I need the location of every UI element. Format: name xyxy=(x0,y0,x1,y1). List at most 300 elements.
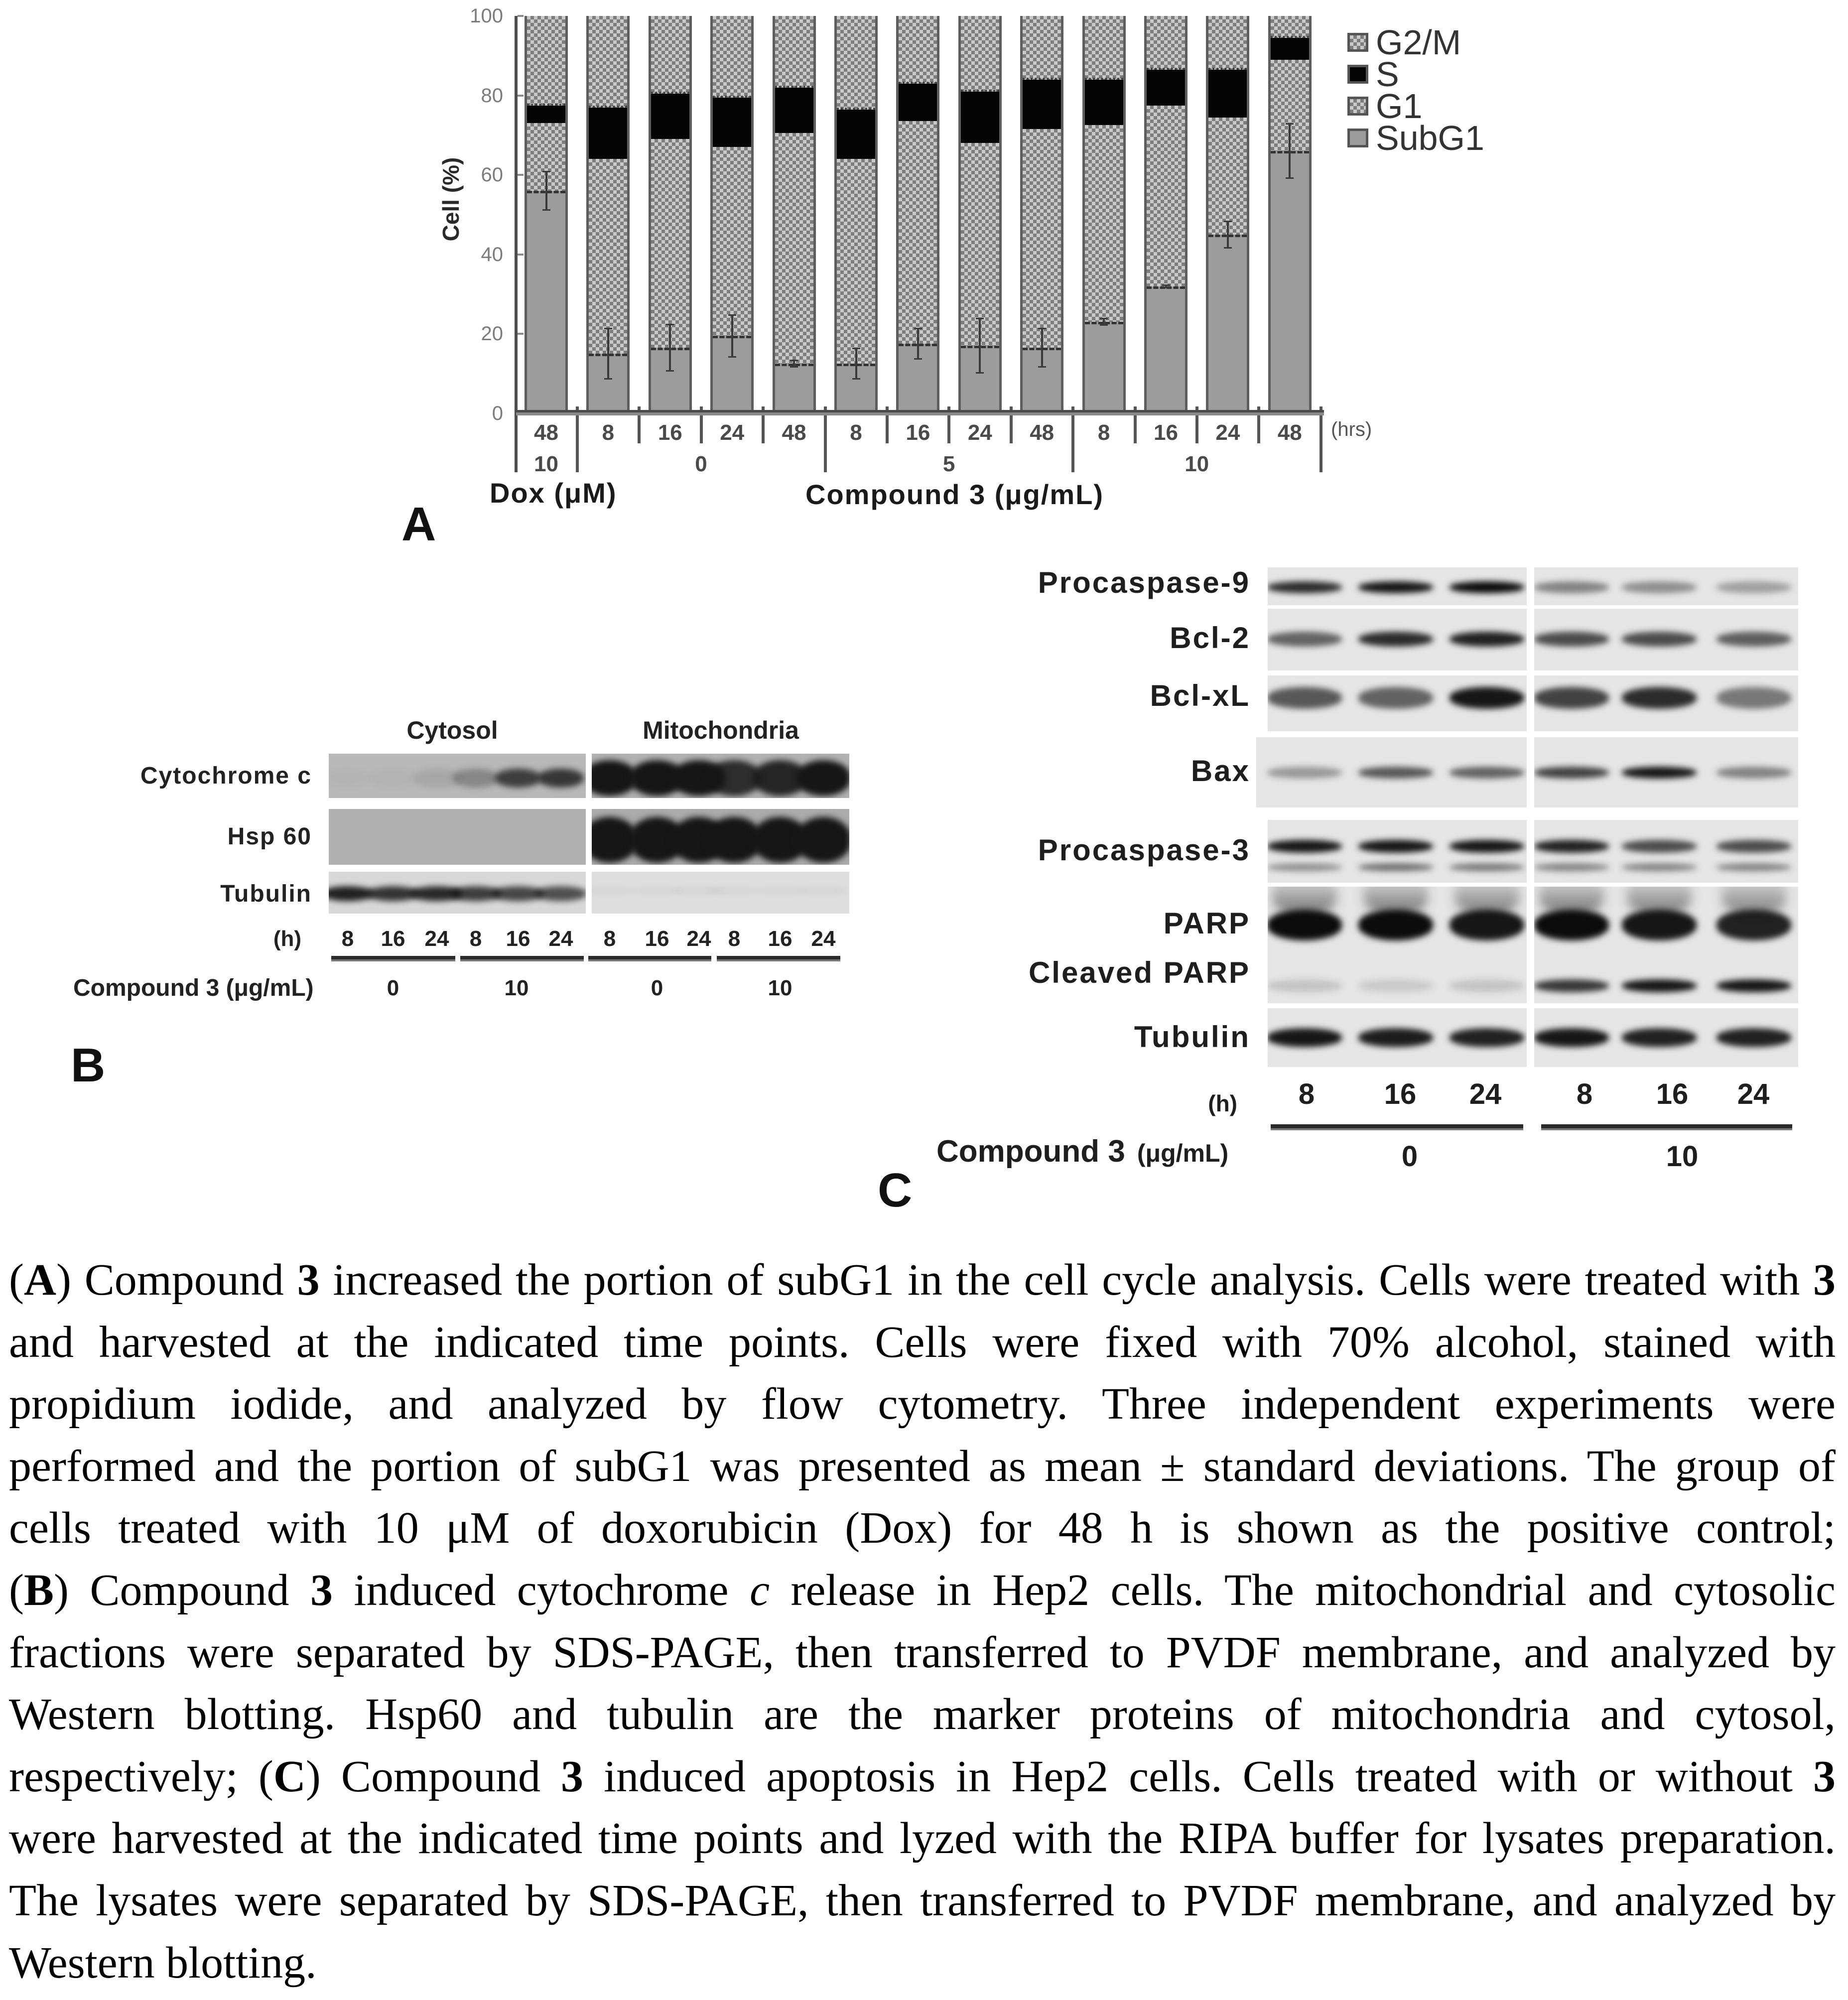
error-bar-line xyxy=(669,324,671,372)
error-bar-cap xyxy=(1162,284,1170,286)
caption-text: Western blotting. Hsp60 and tubulin are the marker proteins of mitochondria and cytosol, xyxy=(9,1690,1836,1739)
error-bar xyxy=(1099,318,1109,326)
protein-band xyxy=(1622,767,1697,779)
error-bar-cap xyxy=(542,171,550,172)
legend-item xyxy=(1347,119,1646,157)
blot-dose-10 xyxy=(1534,609,1798,670)
bar-segment-g1 xyxy=(713,147,751,336)
blot-dose-0 xyxy=(1268,820,1527,883)
protein-band xyxy=(1358,979,1433,992)
y-tick-mark xyxy=(518,174,524,176)
lane-hour-label: 16 xyxy=(768,927,792,951)
error-bar-cap xyxy=(728,356,736,358)
protein-band xyxy=(1267,767,1342,779)
caption-text: were harvested at the indicated time points and lyzed with the RIPA buffer for lysates preparation. xyxy=(9,1814,1836,1864)
dox-treatment-label: Dox (μM) xyxy=(490,477,617,509)
protein-band xyxy=(495,769,541,788)
protein-band xyxy=(1450,632,1524,647)
treatment-unit: (μg/mL) xyxy=(1137,1139,1229,1167)
protein-band xyxy=(1622,979,1697,992)
caption-text: and harvested at the indicated time points. Cells were fixed with 70% alcohol, stained with xyxy=(9,1317,1836,1367)
legend-label: S xyxy=(1376,55,1399,94)
protein-band xyxy=(1622,1028,1697,1047)
lane-hour-label: 8 xyxy=(728,927,741,951)
error-bar xyxy=(1285,123,1295,179)
caption-line xyxy=(9,1870,1836,1932)
lane-hour-label: 24 xyxy=(686,927,711,951)
bar-segment-s xyxy=(1085,80,1123,126)
y-axis-label: Cell (%) xyxy=(438,157,464,242)
error-bar-cap xyxy=(790,360,798,361)
blot-dose-10 xyxy=(1534,737,1798,807)
error-bar-cap xyxy=(1038,366,1046,368)
protein-band xyxy=(796,760,849,796)
lane-hour-label: 16 xyxy=(645,927,669,951)
blot-cytosol xyxy=(329,809,586,865)
bar-segment-g2m xyxy=(837,16,875,110)
bar-segment-g2m xyxy=(775,16,813,88)
protein-band xyxy=(1450,910,1524,940)
caption-text: ) Compound xyxy=(56,1255,297,1305)
x-hour-label: 48 xyxy=(1030,420,1055,445)
protein-band xyxy=(709,888,759,893)
lane-group-bracket xyxy=(460,956,584,961)
error-bar-cap xyxy=(914,358,922,360)
error-bar xyxy=(1037,328,1047,368)
caption-text: ) Compound xyxy=(305,1751,561,1801)
y-tick-label: 0 xyxy=(492,402,503,424)
error-bar-cap xyxy=(976,318,984,319)
legend-item xyxy=(1347,55,1646,94)
protein-band xyxy=(1450,863,1524,871)
bar-segment-g2m xyxy=(589,16,627,108)
y-tick-label: 100 xyxy=(470,5,503,27)
protein-band xyxy=(1268,840,1342,853)
caption-line xyxy=(9,1808,1836,1870)
protein-band xyxy=(1622,863,1697,871)
lane-hour-label: 16 xyxy=(381,927,405,951)
protein-band xyxy=(1534,1028,1609,1047)
bar-segment-subg1 xyxy=(1085,322,1123,413)
group-divider xyxy=(824,406,827,472)
error-bar-line xyxy=(607,328,609,380)
blot-dose-0 xyxy=(1268,675,1527,731)
figure-caption xyxy=(9,1249,1836,1994)
lane-hour-label: 24 xyxy=(1737,1078,1770,1110)
treatment-label xyxy=(936,1134,1228,1171)
panel-letter-b: B xyxy=(71,1039,106,1092)
bar-segment-subg1 xyxy=(1271,151,1309,413)
error-bar xyxy=(1223,221,1233,249)
caption-text: ) Compound xyxy=(54,1565,310,1615)
lane-group-bracket xyxy=(1541,1124,1792,1130)
y-tick-mark xyxy=(518,95,524,97)
blot-mitochondria xyxy=(592,809,849,865)
error-bar xyxy=(789,360,799,368)
protein-label: Tubulin xyxy=(1134,1020,1250,1054)
protein-band xyxy=(1622,910,1697,940)
lane-group-bracket xyxy=(331,956,455,961)
x-hour-label: 16 xyxy=(658,420,682,445)
legend-label: G1 xyxy=(1376,87,1423,126)
x-hour-label: 48 xyxy=(534,420,558,445)
protein-band xyxy=(1622,840,1697,853)
blot-dose-10 xyxy=(1534,820,1798,883)
protein-label: Bax xyxy=(1190,754,1250,788)
protein-band xyxy=(1358,910,1433,940)
bar-segment-g2m xyxy=(651,16,689,94)
lane-hour-label: 24 xyxy=(1469,1078,1502,1110)
caption-bold-text: 3 xyxy=(561,1751,584,1801)
protein-band xyxy=(370,769,416,788)
error-bar-line xyxy=(1227,221,1229,249)
legend-swatch xyxy=(1347,65,1368,84)
x-hour-label: 48 xyxy=(782,420,806,445)
lane-hour-label: 24 xyxy=(811,927,836,951)
hours-axis-label: (h) xyxy=(1208,1090,1237,1116)
stacked-bar xyxy=(773,16,816,413)
bar-segment-g2m xyxy=(961,16,999,92)
caption-line xyxy=(9,1312,1836,1374)
protein-band xyxy=(796,817,849,863)
protein-label: Cytochrome c xyxy=(140,763,312,789)
error-bar-line xyxy=(731,314,733,358)
treatment-label: Compound 3 (μg/mL) xyxy=(73,975,314,1001)
error-bar-cap xyxy=(852,378,860,380)
caption-text: ( xyxy=(9,1255,24,1305)
protein-band xyxy=(1450,767,1524,779)
caption-bold-text: 3 xyxy=(310,1565,333,1615)
lane-hour-label: 16 xyxy=(506,927,530,951)
bar-segment-subg1 xyxy=(1208,235,1247,413)
protein-label: Procaspase-9 xyxy=(1038,566,1250,599)
blot-dose-10 xyxy=(1534,1008,1798,1067)
protein-band xyxy=(1268,910,1342,940)
bar-segment-subg1 xyxy=(775,364,813,413)
dose-label: 0 xyxy=(387,976,399,1000)
bar-segment-g2m xyxy=(1147,16,1185,70)
bar-segment-g2m xyxy=(1271,16,1309,38)
y-tick-mark xyxy=(518,254,524,256)
protein-band xyxy=(1622,687,1697,709)
lane-group-bracket xyxy=(1271,1124,1523,1130)
blot-dose-0 xyxy=(1256,737,1527,807)
lane-group-bracket xyxy=(717,956,840,961)
error-bar xyxy=(851,348,861,380)
header-cytosol: Cytosol xyxy=(406,716,498,744)
error-bar-cap xyxy=(728,314,736,316)
x-hours-unit: (hrs) xyxy=(1331,418,1372,440)
stacked-bar xyxy=(1082,16,1126,413)
protein-band xyxy=(1622,581,1697,593)
lane-hour-label: 8 xyxy=(603,927,616,951)
error-bar-cap xyxy=(604,328,612,329)
x-hour-label: 16 xyxy=(1154,420,1178,445)
caption-line xyxy=(9,1622,1836,1684)
bar-segment-g1 xyxy=(899,121,937,344)
protein-band xyxy=(1358,767,1433,779)
protein-band xyxy=(755,888,805,893)
lane-hour-label: 8 xyxy=(341,927,354,951)
caption-bold-text: 3 xyxy=(1813,1255,1836,1305)
protein-band xyxy=(1268,581,1342,593)
caption-bold-text: A xyxy=(23,1255,56,1305)
bar-segment-s xyxy=(899,84,937,122)
error-bar xyxy=(541,171,551,211)
protein-band xyxy=(1716,1028,1791,1047)
bar-segment-g1 xyxy=(1085,125,1123,322)
y-tick-label: 60 xyxy=(481,164,503,186)
protein-band xyxy=(1450,581,1524,593)
error-bar xyxy=(603,328,613,380)
bar-segment-g1 xyxy=(589,159,627,354)
x-dose-label: 0 xyxy=(695,452,707,476)
error-bar xyxy=(975,318,985,374)
bar-segment-g2m xyxy=(1023,16,1061,80)
x-hour-label: 24 xyxy=(1215,420,1240,445)
y-tick-label: 80 xyxy=(481,84,503,107)
legend-label: G2/M xyxy=(1376,23,1461,62)
protein-band xyxy=(1716,767,1791,779)
protein-band xyxy=(538,769,584,788)
x-dose-label: 10 xyxy=(1185,452,1209,476)
legend-swatch xyxy=(1347,129,1368,147)
y-tick-label: 20 xyxy=(481,323,503,345)
bar-segment-s xyxy=(713,98,751,147)
caption-line xyxy=(9,1497,1836,1560)
bar-segment-s xyxy=(775,88,813,133)
protein-band xyxy=(1534,910,1609,940)
y-tick-mark xyxy=(518,333,524,335)
stacked-bar xyxy=(525,16,568,413)
caption-bold-text: 3 xyxy=(297,1255,320,1305)
bar-segment-g1 xyxy=(1208,118,1247,235)
lane-hour-label: 8 xyxy=(1298,1078,1315,1110)
protein-band xyxy=(1716,910,1791,940)
protein-label: Bcl-2 xyxy=(1170,621,1250,655)
error-bar-cap xyxy=(852,348,860,349)
bar-segment-s xyxy=(651,94,689,139)
x-hour-label: 8 xyxy=(602,420,615,445)
bar-segment-g2m xyxy=(527,16,565,106)
stacked-bar xyxy=(1206,16,1249,413)
caption-text: fractions were separated by SDS-PAGE, then transferred to PVDF membrane, and analyzed by xyxy=(9,1627,1836,1677)
protein-band xyxy=(1716,632,1791,647)
y-tick-mark xyxy=(518,15,524,17)
caption-bold-text: C xyxy=(273,1751,306,1801)
protein-band xyxy=(1450,1028,1524,1047)
group-divider xyxy=(576,406,579,472)
caption-line xyxy=(9,1373,1836,1436)
blot-dose-0 xyxy=(1268,609,1527,670)
bar-segment-subg1 xyxy=(1147,286,1185,413)
protein-band xyxy=(1622,632,1697,647)
compound-treatment-label: Compound 3 (μg/mL) xyxy=(805,479,1104,510)
error-bar-cap xyxy=(790,366,798,368)
dose-label: 10 xyxy=(1666,1140,1699,1173)
blot-dose-0 xyxy=(1268,567,1527,605)
lane-hour-label: 16 xyxy=(1384,1078,1417,1110)
protein-label: Procaspase-3 xyxy=(1038,833,1250,867)
bar-segment-g2m xyxy=(1085,16,1123,80)
error-bar xyxy=(1161,284,1171,288)
protein-label: Hsp 60 xyxy=(227,823,312,850)
protein-band xyxy=(1268,687,1342,709)
blot-dose-0 xyxy=(1268,1008,1527,1067)
x-hour-label: 24 xyxy=(967,420,992,445)
protein-band xyxy=(1534,979,1609,992)
protein-band xyxy=(329,769,371,788)
error-bar-cap xyxy=(1038,328,1046,329)
group-divider xyxy=(1071,406,1074,472)
protein-band xyxy=(1358,632,1433,647)
caption-text: cells treated with 10 μM of doxorubicin (Dox) for 48 h is shown as the positive control; xyxy=(9,1503,1836,1553)
blot-mitochondria xyxy=(592,754,849,798)
protein-label: Tubulin xyxy=(220,881,312,907)
x-axis-line xyxy=(516,410,1324,415)
caption-text: Western blotting. xyxy=(9,1938,317,1988)
x-hour-label: 48 xyxy=(1277,420,1302,445)
caption-text: performed and the portion of subG1 was presented as mean ± standard deviations. The group of xyxy=(9,1441,1836,1491)
protein-label: Bcl-xL xyxy=(1150,679,1250,712)
protein-band xyxy=(1534,840,1609,853)
blot-cytosol xyxy=(329,754,586,798)
bar-segment-g2m xyxy=(899,16,937,84)
lane-hour-label: 8 xyxy=(1576,1078,1593,1110)
caption-bold-text: 3 xyxy=(1813,1751,1836,1801)
protein-band xyxy=(1716,979,1791,992)
caption-line xyxy=(9,1684,1836,1746)
error-bar xyxy=(665,324,675,372)
legend-swatch xyxy=(1347,33,1368,52)
header-mitochondria: Mitochondria xyxy=(643,716,799,744)
protein-band xyxy=(1358,863,1433,871)
error-bar xyxy=(913,328,923,360)
protein-band xyxy=(1268,632,1342,647)
error-bar-cap xyxy=(1224,247,1232,249)
protein-band xyxy=(1534,632,1609,647)
caption-line xyxy=(9,1560,1836,1622)
stacked-bar xyxy=(1144,16,1188,413)
error-bar-cap xyxy=(666,370,674,372)
protein-band xyxy=(592,888,635,893)
caption-text: propidium iodide, and analyzed by flow cytometry. Three independent experiments were xyxy=(9,1379,1836,1429)
protein-band xyxy=(1450,840,1524,853)
bar-segment-subg1 xyxy=(527,191,565,413)
caption-line xyxy=(9,1436,1836,1498)
caption-text: induced apoptosis in Hep2 cells. Cells treated with or without xyxy=(583,1751,1813,1801)
caption-line xyxy=(9,1249,1836,1312)
treatment-name: Compound 3 xyxy=(936,1134,1125,1169)
error-bar-line xyxy=(1041,328,1043,368)
bar-segment-s xyxy=(1271,38,1309,60)
error-bar-cap xyxy=(1162,287,1170,288)
caption-text: respectively; ( xyxy=(9,1751,273,1801)
protein-label: PARP xyxy=(1163,907,1250,940)
error-bar xyxy=(727,314,737,358)
hours-axis-label: (h) xyxy=(273,927,301,951)
legend-item xyxy=(1347,23,1646,62)
error-bar-cap xyxy=(1100,318,1108,319)
bar-segment-g1 xyxy=(1023,129,1061,348)
error-bar-line xyxy=(855,348,857,380)
blot-dose-0 xyxy=(1268,887,1527,1003)
x-dose-label: 5 xyxy=(942,452,955,476)
blot-dose-10 xyxy=(1534,567,1798,605)
bar-segment-s xyxy=(837,110,875,159)
caption-line xyxy=(9,1932,1836,1995)
caption-text: ( xyxy=(9,1565,24,1615)
lane-hour-label: 8 xyxy=(469,927,482,951)
protein-band xyxy=(1534,767,1609,779)
x-hour-label: 16 xyxy=(906,420,930,445)
caption-italic-text: c xyxy=(750,1565,770,1615)
error-bar-cap xyxy=(1224,221,1232,222)
error-bar-cap xyxy=(1100,324,1108,326)
protein-band xyxy=(798,888,848,893)
x-dose-label: 10 xyxy=(534,452,558,476)
protein-band xyxy=(1268,1028,1342,1047)
x-hour-label: 8 xyxy=(850,420,862,445)
bar-segment-s xyxy=(589,108,627,159)
bar-segment-s xyxy=(1147,70,1185,106)
bar-segment-s xyxy=(1023,80,1061,130)
caption-bold-text: B xyxy=(23,1565,54,1615)
dose-label: 0 xyxy=(651,976,663,1000)
lane-hour-label: 16 xyxy=(1656,1078,1689,1110)
protein-band xyxy=(1358,581,1433,593)
protein-band xyxy=(1268,979,1342,992)
bar-segment-g1 xyxy=(837,159,875,364)
lane-group-bracket xyxy=(588,956,711,961)
dose-label: 10 xyxy=(504,976,529,1000)
protein-band xyxy=(1716,687,1791,709)
protein-band xyxy=(1716,863,1791,871)
error-bar-line xyxy=(545,171,547,211)
protein-band xyxy=(1534,863,1609,871)
error-bar-line xyxy=(1289,123,1291,179)
protein-band xyxy=(1358,840,1433,853)
blot-dose-10 xyxy=(1534,887,1798,1003)
protein-band xyxy=(1716,581,1791,593)
caption-text: The lysates were separated by SDS-PAGE, then transferred to PVDF membrane, and analyzed by xyxy=(9,1875,1836,1925)
error-bar-line xyxy=(979,318,981,374)
x-hour-label: 8 xyxy=(1097,420,1110,445)
error-bar-cap xyxy=(914,328,922,329)
protein-band xyxy=(1358,687,1433,709)
lane-hour-label: 24 xyxy=(548,927,573,951)
caption-line xyxy=(9,1746,1836,1808)
protein-band xyxy=(1358,1028,1433,1047)
dose-label: 10 xyxy=(768,976,792,1000)
bar-segment-g1 xyxy=(961,143,999,346)
error-bar-cap xyxy=(542,209,550,211)
error-bar-line xyxy=(917,328,919,360)
bar-segment-g2m xyxy=(1208,16,1247,70)
bar-segment-g2m xyxy=(713,16,751,98)
x-hour-label: 24 xyxy=(720,420,745,445)
bar-segment-g1 xyxy=(651,139,689,348)
protein-band xyxy=(1534,581,1609,593)
caption-text: increased the portion of subG1 in the cell cycle analysis. Cells were treated with xyxy=(319,1255,1813,1305)
protein-band xyxy=(1450,687,1524,709)
bar-segment-s xyxy=(527,106,565,124)
dose-label: 0 xyxy=(1401,1140,1418,1173)
blot-mitochondria xyxy=(592,872,849,914)
y-tick-label: 40 xyxy=(481,243,503,266)
protein-label: Cleaved PARP xyxy=(1028,956,1250,989)
legend-label: SubG1 xyxy=(1376,119,1484,157)
